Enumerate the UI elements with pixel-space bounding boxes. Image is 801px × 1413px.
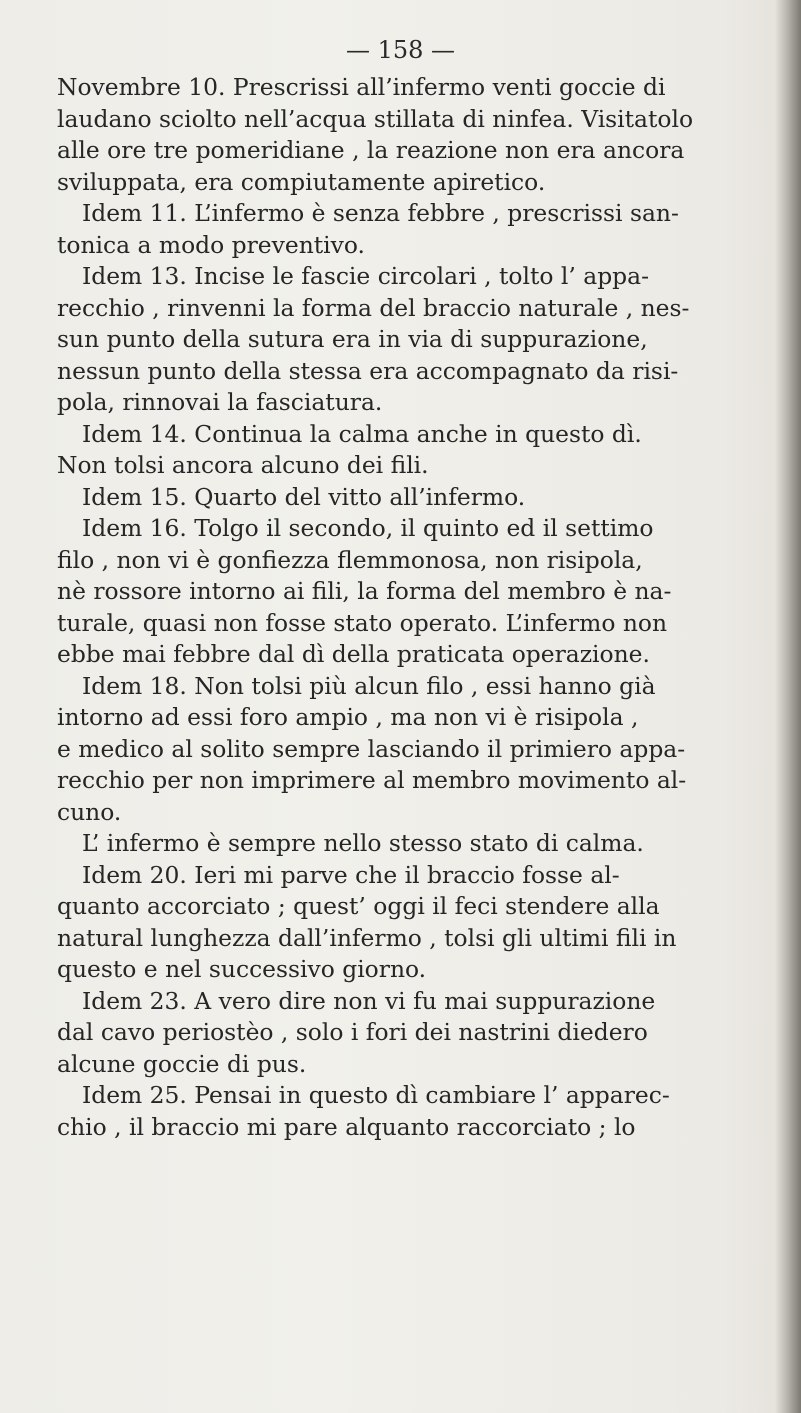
text-line: sun punto della sutura era in via di suppurazione, <box>57 325 648 353</box>
text-line: recchio , rinvenni la forma del braccio naturale , nes- <box>57 293 690 322</box>
text-line: Non tolsi ancora alcuno dei fili. <box>57 451 429 479</box>
text-line: Idem 25. Pensai in questo dì cambiare l’ apparec- <box>82 1081 670 1109</box>
text-line: filo , non vi è gonfiezza flemmonosa, non risipola, <box>57 545 643 574</box>
text-line: nè rossore intorno ai fili, la forma del membro è na- <box>57 577 672 605</box>
page-number: — 158 — <box>345 36 456 64</box>
text-line: recchio per non imprimere al membro movimento al- <box>57 766 687 794</box>
text-line: Idem 18. Non tolsi più alcun filo , essi hanno già <box>82 671 656 700</box>
text-line: intorno ad essi foro ampio , ma non vi è risipola , <box>57 703 639 731</box>
text-line: questo e nel successivo giorno. <box>57 955 427 983</box>
text-line: quanto accorciato ; quest’ oggi il feci stendere alla <box>57 892 660 920</box>
text-line: Idem 11. L’infermo è senza febbre , prescrissi san- <box>82 199 679 227</box>
text-line: e medico al solito sempre lasciando il primiero appa- <box>57 734 686 763</box>
text-line: dal cavo periostèo , solo i fori dei nastrini diedero <box>57 1018 648 1046</box>
text-line: ebbe mai febbre dal dì della praticata operazione. <box>57 640 650 668</box>
text-line: sviluppata, era compiutamente apiretico. <box>57 167 546 196</box>
text-line: nessun punto della stessa era accompagnato da risi- <box>57 356 679 385</box>
text-line: L’ infermo è sempre nello stesso stato di calma. <box>82 829 644 857</box>
text-line: tonica a modo preventivo. <box>57 230 365 259</box>
text-line: Idem 15. Quarto del vitto all’infermo. <box>82 482 526 511</box>
text-line: turale, quasi non fosse stato operato. L’infermo non <box>57 608 668 637</box>
text-line: Idem 23. A vero dire non vi fu mai suppurazione <box>82 986 656 1015</box>
text-line: alle ore tre pomeridiane , la reazione non era ancora <box>57 136 685 164</box>
text-line: pola, rinnovai la fasciatura. <box>57 388 383 416</box>
text-line: cuno. <box>57 797 122 826</box>
text-line: Idem 16. Tolgo il secondo, il quinto ed il settimo <box>82 514 654 542</box>
text-line: Idem 14. Continua la calma anche in questo dì. <box>82 419 642 448</box>
text-line: Idem 13. Incise le fascie circolari , tolto l’ appa- <box>82 262 650 290</box>
text-line: Novembre 10. Prescrissi all’infermo venti goccie di <box>57 73 666 101</box>
text-line: alcune goccie di pus. <box>57 1049 307 1078</box>
body-text <box>57 72 781 1143</box>
text-line: Idem 20. Ieri mi parve che il braccio fosse al- <box>82 860 620 889</box>
text-line: laudano sciolto nell’acqua stillata di ninfea. Visitatolo <box>57 104 694 133</box>
text-line: chio , il braccio mi pare alquanto raccorciato ; lo <box>57 1112 636 1141</box>
text-line: natural lunghezza dall’infermo , tolsi gli ultimi fili in <box>57 923 677 952</box>
